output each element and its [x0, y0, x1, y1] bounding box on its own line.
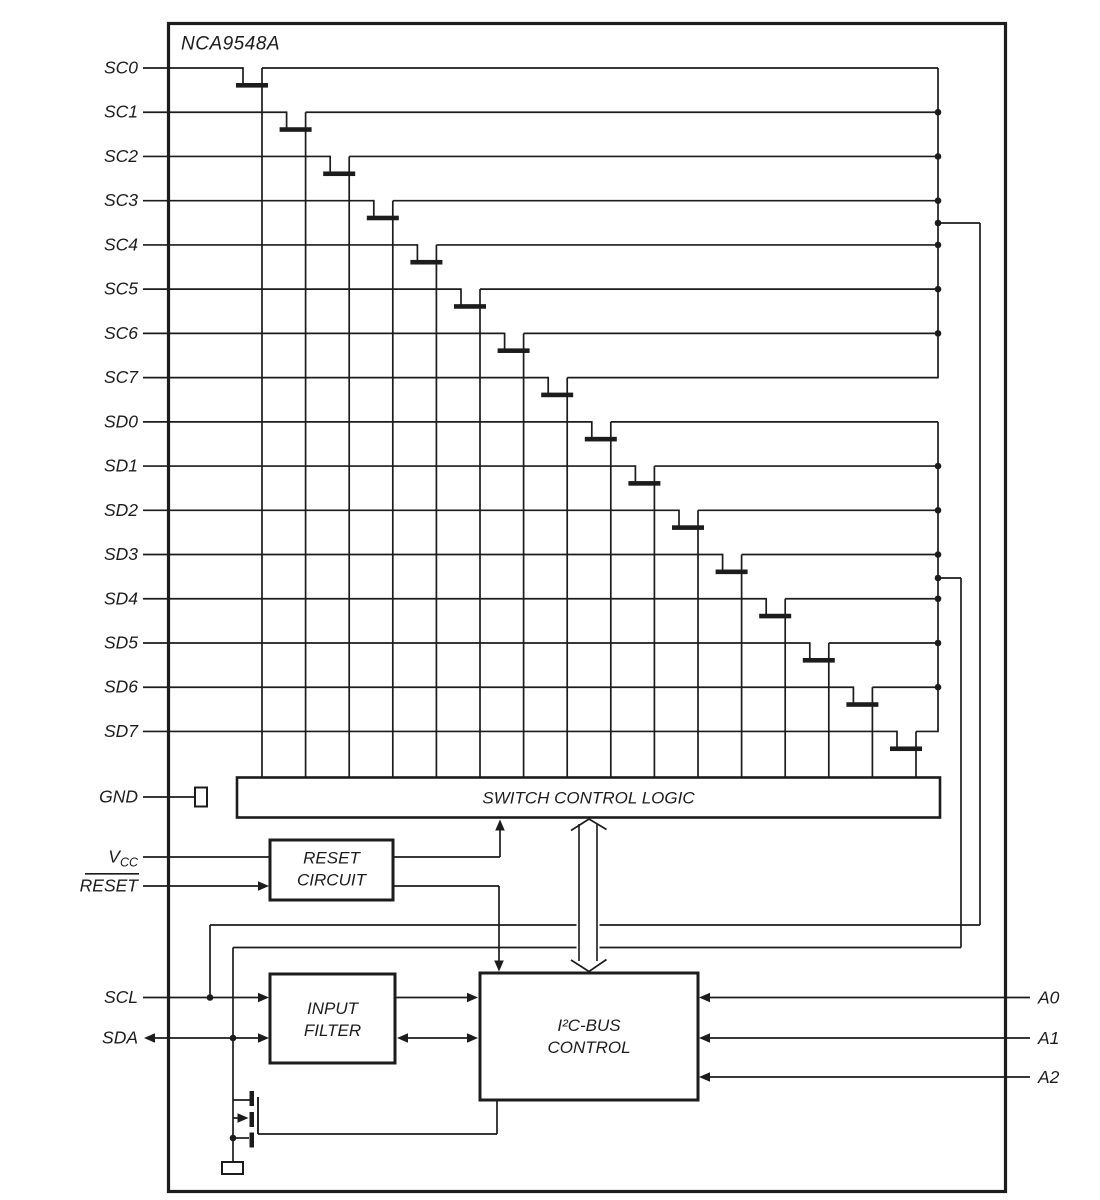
switch-control-logic-label: SWITCH CONTROL LOGIC — [482, 788, 695, 808]
switch-gate-bar — [541, 393, 573, 398]
pin-label-sc2: SC2 — [103, 145, 138, 166]
pin-label-sd0: SD0 — [103, 411, 138, 432]
pin-label-sc0: SC0 — [103, 57, 138, 78]
pin-label-vcc: $V_{CC}$ — [108, 846, 138, 870]
i2c-bus-control-label: CONTROL — [547, 1038, 631, 1057]
arrowhead-l — [397, 1033, 408, 1043]
pin-label-sd2: SD2 — [103, 499, 138, 520]
gnd-pin — [99, 787, 207, 807]
pin-label-sd1: SD1 — [103, 455, 138, 476]
control-bus-double-arrow — [571, 819, 607, 972]
switch-control-logic — [237, 778, 940, 818]
switch-gate-bar — [716, 570, 748, 575]
scl-sda-pins — [102, 987, 269, 1048]
junction-dot — [935, 507, 942, 514]
arrowhead-l — [699, 993, 710, 1003]
i2c-bus-control-label: I²C-BUS — [557, 1016, 621, 1035]
arrowhead-l — [144, 1033, 155, 1043]
switch-gate-bar — [759, 614, 791, 619]
arrowhead-r — [467, 993, 478, 1003]
pin-label-gnd: GND — [99, 786, 138, 807]
pin-label-a0: A0 — [1038, 987, 1060, 1008]
reset-traces — [393, 820, 505, 972]
pin-label-sd4: SD4 — [103, 588, 138, 609]
pin-label-reset: RESET — [79, 875, 138, 896]
junction-dot — [935, 463, 942, 470]
input-filter-label: INPUT — [307, 999, 358, 1018]
arrowhead-r — [238, 1113, 249, 1123]
pin-label-sc6: SC6 — [103, 322, 138, 343]
arrowhead-l — [699, 1072, 710, 1082]
switch-gate-bar — [498, 348, 530, 353]
switch-gate-bar — [236, 83, 268, 88]
gnd-pad-symbol — [195, 788, 207, 807]
junction-dot — [935, 684, 942, 691]
junction-dot — [935, 109, 942, 116]
switch-gate-bar — [890, 746, 922, 751]
pin-label-sc1: SC1 — [103, 101, 138, 122]
junction-dot — [935, 551, 942, 558]
switch-gate-bar — [803, 658, 835, 663]
switch-gate-bar — [454, 304, 486, 309]
pin-label-sc5: SC5 — [103, 278, 138, 299]
double-arrow-mask — [577, 821, 600, 964]
pin-label-a2: A2 — [1038, 1067, 1060, 1087]
switch-matrix — [104, 58, 938, 780]
input-filter-label: FILTER — [303, 1021, 362, 1040]
switch-gate-bar — [846, 702, 878, 707]
switch-gate-bar — [280, 127, 312, 132]
arrowhead-l — [699, 1033, 710, 1043]
reset-circuit-label: CIRCUIT — [297, 870, 366, 890]
arrowhead-r — [258, 881, 269, 891]
input-filter — [270, 974, 395, 1063]
i2c-bus-control — [480, 973, 698, 1100]
pin-label-sc4: SC4 — [103, 234, 138, 255]
pin-label-sda: SDA — [102, 1027, 138, 1048]
switch-gate-bar — [672, 525, 704, 530]
mosfet-channel-bar — [250, 1133, 255, 1148]
arrowhead-r — [467, 1033, 478, 1043]
junction-dot — [935, 286, 942, 293]
pin-label-sc7: SC7 — [103, 367, 138, 388]
switch-gate-bar — [410, 260, 442, 265]
arrowhead-u — [495, 820, 505, 831]
pin-label-sd6: SD6 — [103, 676, 138, 697]
junction-dot — [935, 330, 942, 337]
junction-dot — [230, 1135, 237, 1142]
junction-dot — [935, 640, 942, 647]
reset-circuit — [270, 840, 393, 900]
arrowhead-r — [258, 993, 269, 1003]
pin-label-sd3: SD3 — [103, 544, 138, 565]
arrowhead-d — [494, 961, 504, 972]
pin-label-sc3: SC3 — [103, 190, 138, 211]
substrate-symbol — [222, 1162, 243, 1174]
junction-dot — [935, 153, 942, 160]
input-filter-box — [270, 974, 395, 1063]
junction-dot — [935, 595, 942, 602]
pin-label-a1: A1 — [1038, 1028, 1060, 1048]
pin-label-sd7: SD7 — [103, 720, 138, 741]
mosfet-channel-bar — [250, 1091, 255, 1106]
filter-i2c-links — [395, 993, 478, 1043]
i2c-bus-control-box — [480, 973, 698, 1100]
switch-gate-bar — [628, 481, 660, 486]
switch-gate-bar — [367, 216, 399, 221]
junction-dot — [935, 242, 942, 249]
switch-sc0 — [143, 67, 938, 779]
mosfet-channel-bar — [250, 1112, 255, 1127]
reset-circuit-label: RESET — [303, 848, 360, 868]
arrowhead-r — [258, 1033, 269, 1043]
junction-dot — [207, 994, 214, 1001]
switch-gate-bar — [323, 171, 355, 176]
pin-label-sd5: SD5 — [103, 632, 138, 653]
chip-title: NCA9548A — [181, 33, 281, 55]
switch-gate-bar — [585, 437, 617, 442]
pin-label-scl: SCL — [103, 987, 138, 1007]
vcc-reset-pins — [80, 847, 270, 896]
junction-dot — [935, 197, 942, 204]
